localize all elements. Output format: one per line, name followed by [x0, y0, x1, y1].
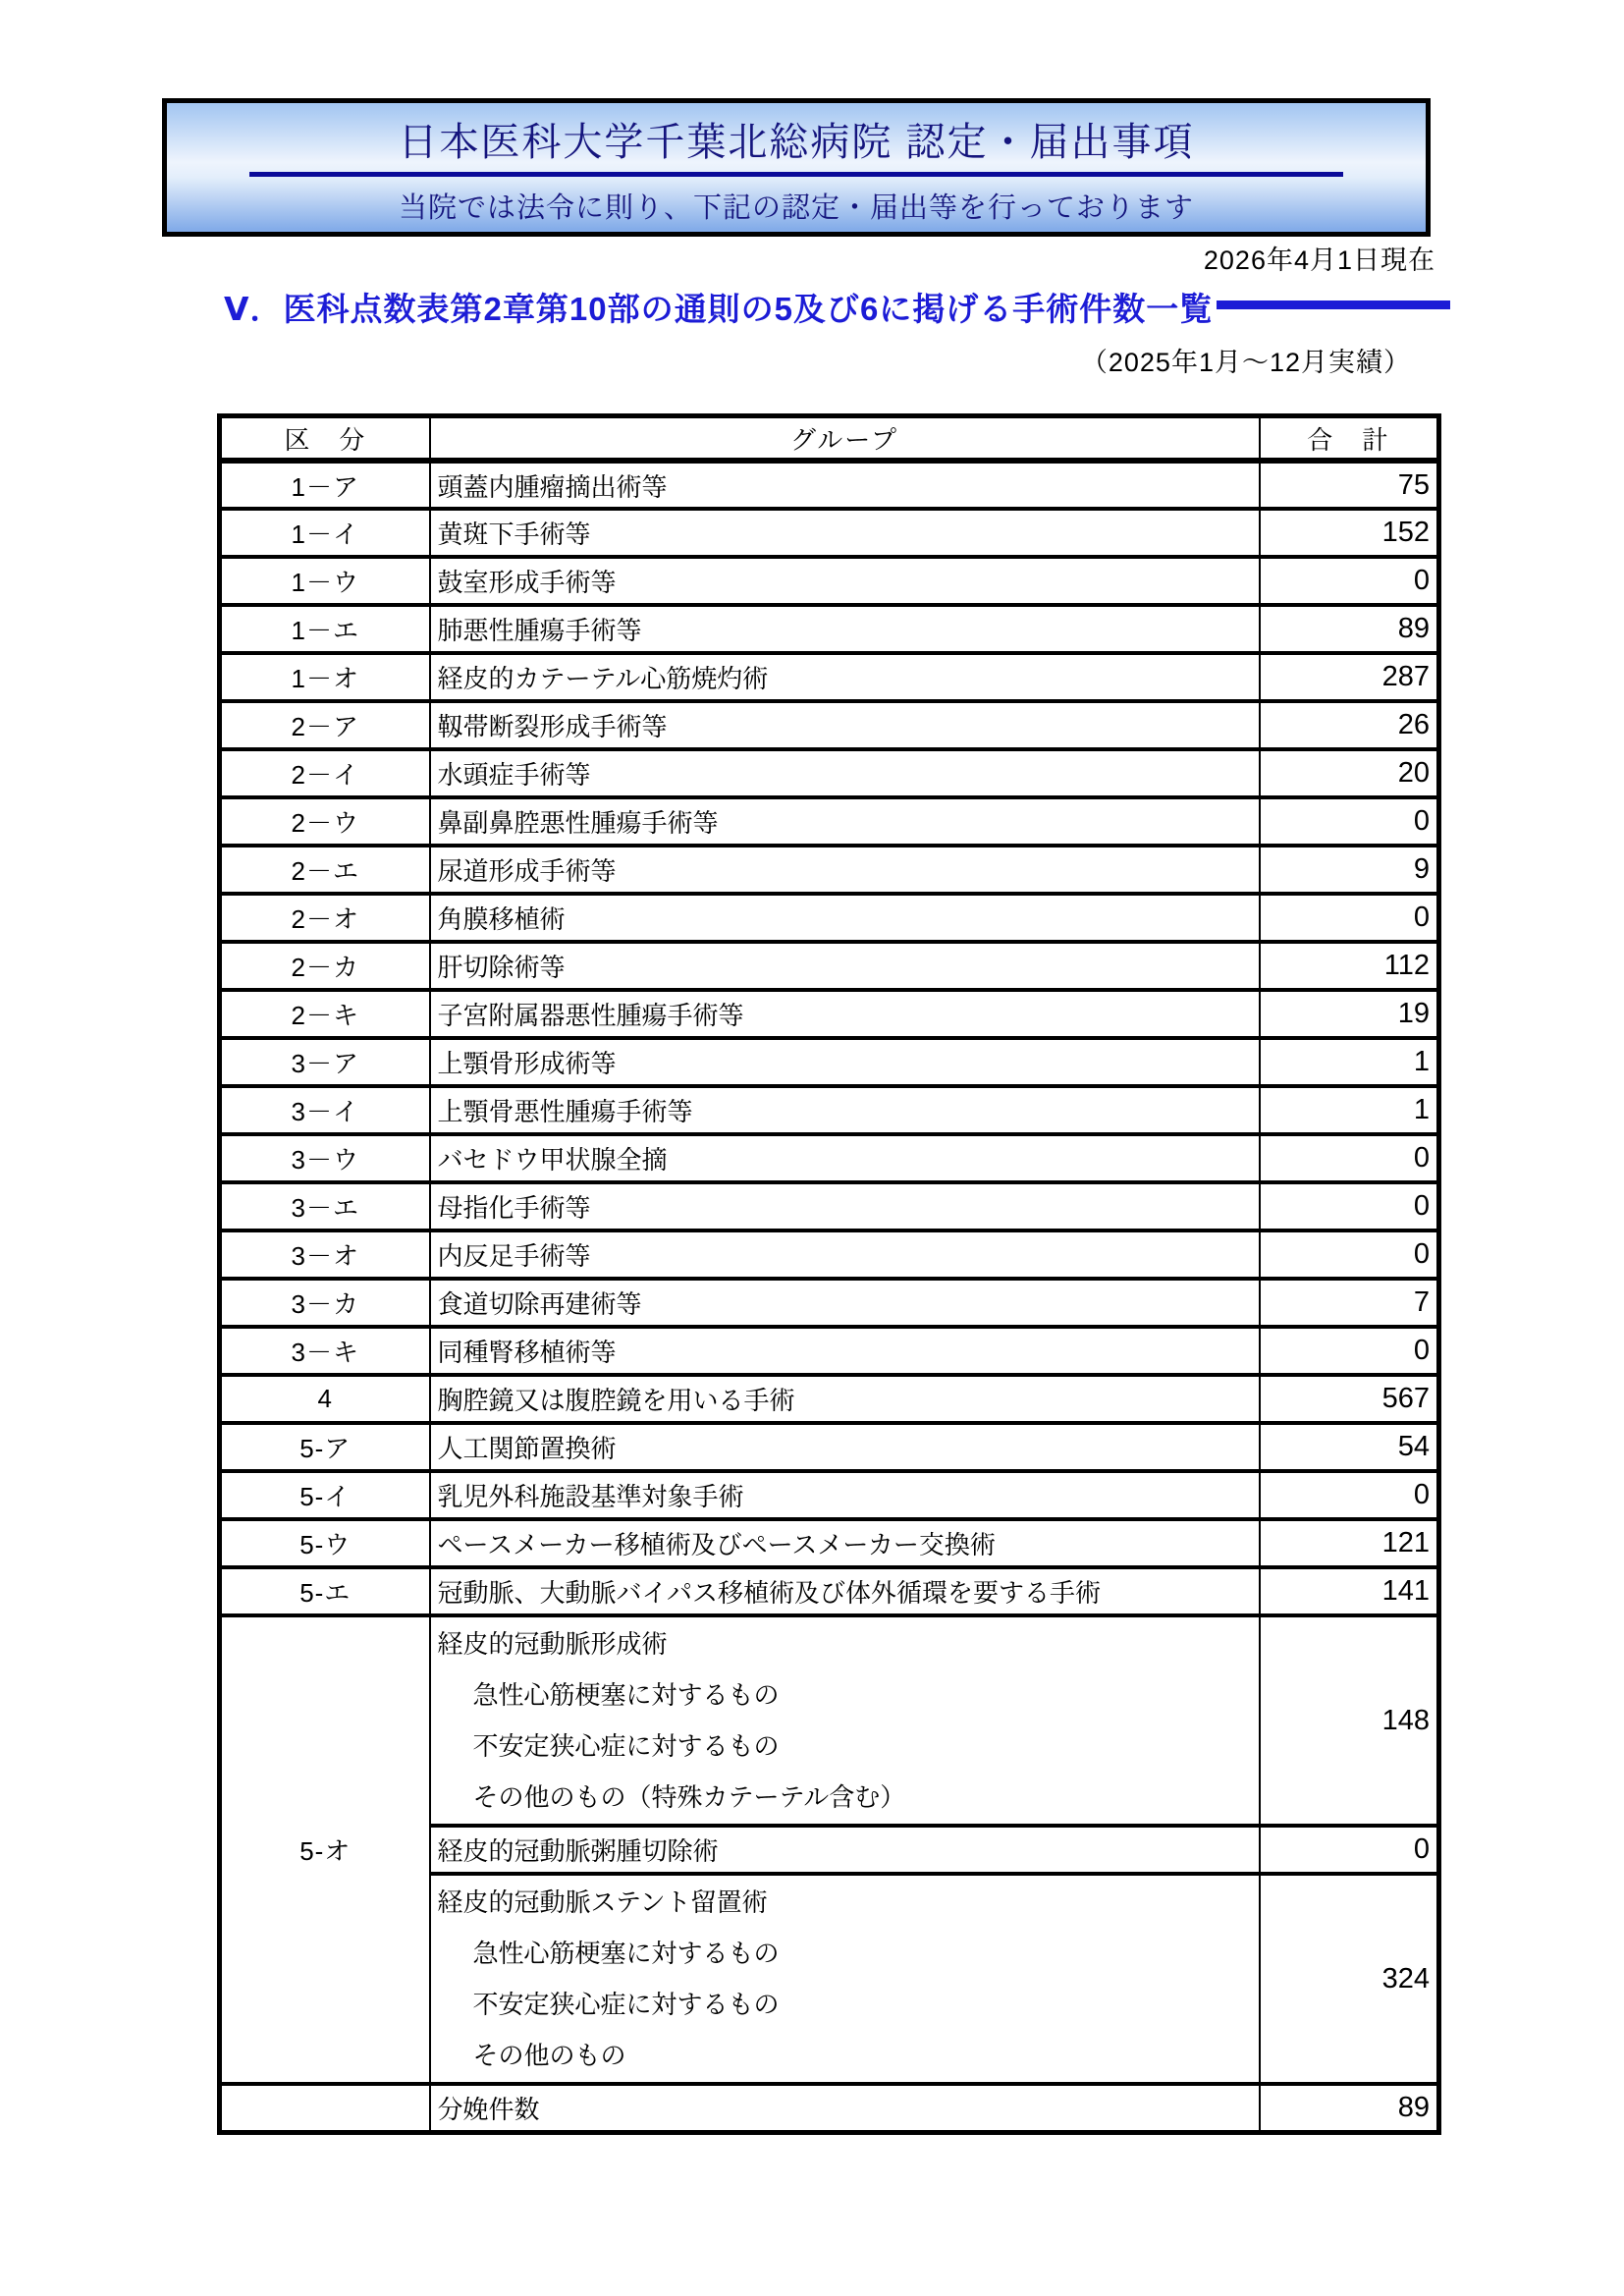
group-cell: 水頭症手術等 — [430, 749, 1260, 797]
category-cell: 1－ア — [220, 461, 430, 509]
group-line: 経皮的冠動脈形成術 — [437, 1629, 668, 1659]
table-row — [220, 1519, 1439, 1567]
category-cell: 2－キ — [220, 990, 430, 1038]
group-cell: 同種腎移植術等 — [430, 1327, 1260, 1375]
total-cell: 26 — [1260, 701, 1439, 749]
group-subline: 不安定狭心症に対するもの — [472, 1990, 780, 2019]
category-cell: 5-エ — [220, 1567, 430, 1615]
category-cell: 2－オ — [220, 894, 430, 942]
category-cell: 1－ウ — [220, 557, 430, 605]
total-cell: 121 — [1260, 1519, 1439, 1567]
total-cell: 1 — [1260, 1086, 1439, 1134]
total-cell: 0 — [1260, 1182, 1439, 1230]
column-header-total: 合 計 — [1260, 416, 1439, 462]
total-cell: 287 — [1260, 653, 1439, 701]
table-row — [220, 1327, 1439, 1375]
group-cell: 経皮的冠動脈粥腫切除術 — [430, 1826, 1260, 1874]
table-header-row — [220, 416, 1439, 462]
group-line: 経皮的冠動脈ステント留置術 — [437, 1887, 768, 1917]
group-subline: その他のもの（特殊カテーテル含む） — [472, 1782, 906, 1812]
heading-rule-line — [1217, 301, 1450, 309]
total-cell: 141 — [1260, 1567, 1439, 1615]
group-cell: 胸腔鏡又は腹腔鏡を用いる手術 — [430, 1375, 1260, 1423]
group-cell: 冠動脈、大動脈バイパス移植術及び体外循環を要する手術 — [430, 1567, 1260, 1615]
total-cell: 148 — [1260, 1615, 1439, 1826]
period-note: （2025年1月～12月実績） — [1080, 348, 1411, 377]
group-cell: 内反足手術等 — [430, 1230, 1260, 1279]
total-cell: 0 — [1260, 1134, 1439, 1182]
group-cell-multiline — [430, 1874, 1260, 2084]
group-cell: 食道切除再建術等 — [430, 1279, 1260, 1327]
table-row — [220, 605, 1439, 653]
as-of-date: 2026年4月1日現在 — [1203, 246, 1435, 275]
table-row — [220, 509, 1439, 557]
group-cell: 分娩件数 — [430, 2084, 1260, 2132]
table-row — [220, 1086, 1439, 1134]
group-subline: 急性心筋梗塞に対するもの — [472, 1939, 780, 1968]
category-cell: 3－キ — [220, 1327, 430, 1375]
group-cell: 頭蓋内腫瘤摘出術等 — [430, 461, 1260, 509]
group-cell: 人工関節置換術 — [430, 1423, 1260, 1471]
category-cell: 2－カ — [220, 942, 430, 990]
table-row — [220, 1182, 1439, 1230]
total-cell: 89 — [1260, 605, 1439, 653]
total-cell: 19 — [1260, 990, 1439, 1038]
table-row — [220, 461, 1439, 509]
category-cell: 2－エ — [220, 846, 430, 894]
total-cell: 0 — [1260, 1327, 1439, 1375]
total-cell: 112 — [1260, 942, 1439, 990]
total-cell: 75 — [1260, 461, 1439, 509]
category-cell: 5-ウ — [220, 1519, 430, 1567]
category-cell-5o: 5-オ — [220, 1615, 430, 2084]
total-cell: 54 — [1260, 1423, 1439, 1471]
total-cell: 0 — [1260, 1471, 1439, 1519]
table-row — [220, 1471, 1439, 1519]
total-cell: 7 — [1260, 1279, 1439, 1327]
group-subline: 急性心筋梗塞に対するもの — [472, 1680, 780, 1710]
category-cell: 3－オ — [220, 1230, 430, 1279]
total-cell: 0 — [1260, 1230, 1439, 1279]
table-row — [220, 557, 1439, 605]
total-cell: 0 — [1260, 894, 1439, 942]
total-cell: 0 — [1260, 557, 1439, 605]
group-cell: 乳児外科施設基準対象手術 — [430, 1471, 1260, 1519]
total-cell: 567 — [1260, 1375, 1439, 1423]
hospital-header-banner — [162, 98, 1431, 237]
category-cell: 3－ウ — [220, 1134, 430, 1182]
total-cell: 152 — [1260, 509, 1439, 557]
group-cell: 黄斑下手術等 — [430, 509, 1260, 557]
total-cell: 89 — [1260, 2084, 1439, 2132]
table-row — [220, 1134, 1439, 1182]
category-cell: 1－オ — [220, 653, 430, 701]
column-header-group: グループ — [430, 416, 1260, 462]
category-cell — [220, 2084, 430, 2132]
total-cell: 0 — [1260, 797, 1439, 846]
table-row — [220, 749, 1439, 797]
category-cell: 3－ア — [220, 1038, 430, 1086]
table-row — [220, 1423, 1439, 1471]
table-row — [220, 701, 1439, 749]
group-cell: 経皮的カテーテル心筋焼灼術 — [430, 653, 1260, 701]
table-row — [220, 1279, 1439, 1327]
table-row — [220, 1038, 1439, 1086]
group-cell: 子宮附属器悪性腫瘍手術等 — [430, 990, 1260, 1038]
table-row — [220, 990, 1439, 1038]
table-row — [220, 942, 1439, 990]
category-cell: 1－エ — [220, 605, 430, 653]
category-cell: 4 — [220, 1375, 430, 1423]
category-cell: 2－イ — [220, 749, 430, 797]
total-cell: 20 — [1260, 749, 1439, 797]
banner-title-underline — [249, 111, 1343, 177]
group-cell: 靱帯断裂形成手術等 — [430, 701, 1260, 749]
total-cell: 324 — [1260, 1874, 1439, 2084]
category-cell: 3－エ — [220, 1182, 430, 1230]
category-cell: 3－カ — [220, 1279, 430, 1327]
surgery-count-table — [217, 413, 1441, 2135]
group-cell: バセドウ甲状腺全摘 — [430, 1134, 1260, 1182]
table-row — [220, 894, 1439, 942]
category-cell: 2－ウ — [220, 797, 430, 846]
group-cell: 鼓室形成手術等 — [430, 557, 1260, 605]
group-cell: 肝切除術等 — [430, 942, 1260, 990]
table-row — [220, 653, 1439, 701]
group-cell: 上顎骨悪性腫瘍手術等 — [430, 1086, 1260, 1134]
category-cell: 5-ア — [220, 1423, 430, 1471]
group-cell-multiline — [430, 1615, 1260, 1826]
group-cell: 母指化手術等 — [430, 1182, 1260, 1230]
total-cell: 9 — [1260, 846, 1439, 894]
hospital-title: 日本医科大学千葉北総病院 認定・届出事項 — [398, 121, 1195, 164]
category-cell: 1－イ — [220, 509, 430, 557]
group-cell: 角膜移植術 — [430, 894, 1260, 942]
total-cell: 0 — [1260, 1826, 1439, 1874]
category-cell: 3－イ — [220, 1086, 430, 1134]
group-cell: 上顎骨形成術等 — [430, 1038, 1260, 1086]
group-subline: その他のもの — [472, 2041, 626, 2070]
table-row-births — [220, 2084, 1439, 2132]
table-row — [220, 846, 1439, 894]
table-row-group5o-pci — [220, 1615, 1439, 1826]
table-row — [220, 797, 1439, 846]
total-cell: 1 — [1260, 1038, 1439, 1086]
category-cell: 2－ア — [220, 701, 430, 749]
table-row — [220, 1375, 1439, 1423]
section-heading: Ⅴ．医科点数表第2章第10部の通則の5及び6に掲げる手術件数一覧 — [224, 291, 1214, 327]
category-cell: 5-イ — [220, 1471, 430, 1519]
group-cell: 肺悪性腫瘍手術等 — [430, 605, 1260, 653]
group-cell: 尿道形成手術等 — [430, 846, 1260, 894]
section-heading-row — [224, 284, 1450, 330]
group-cell: ペースメーカー移植術及びペースメーカー交換術 — [430, 1519, 1260, 1567]
table-row — [220, 1567, 1439, 1615]
group-subline: 不安定狭心症に対するもの — [472, 1731, 780, 1761]
column-header-category: 区 分 — [220, 416, 430, 462]
group-cell: 鼻副鼻腔悪性腫瘍手術等 — [430, 797, 1260, 846]
hospital-subtitle: 当院では法令に則り、下記の認定・届出等を行っております — [398, 192, 1194, 224]
table-row — [220, 1230, 1439, 1279]
